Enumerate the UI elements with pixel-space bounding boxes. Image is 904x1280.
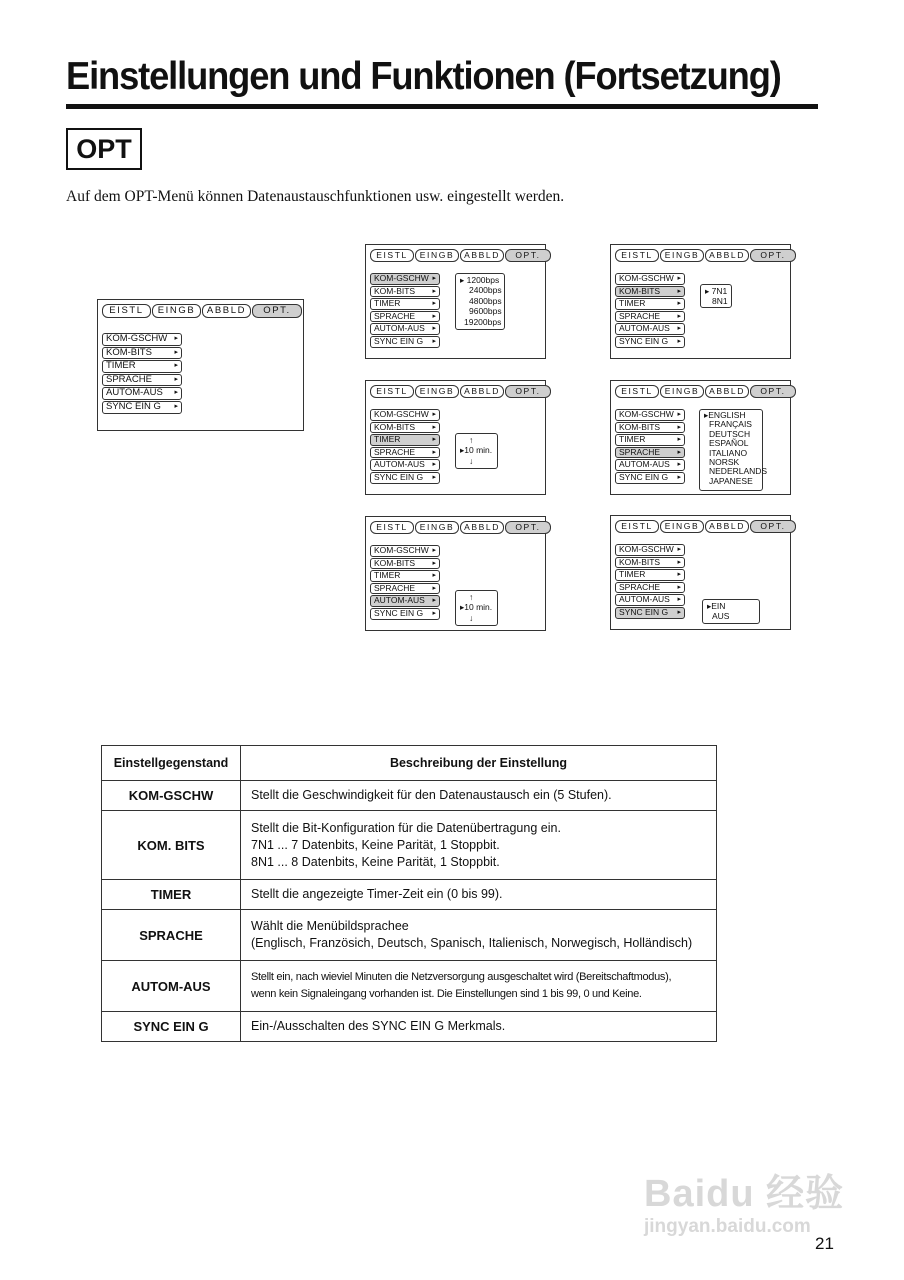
tab-eingb[interactable]: EINGB <box>415 249 459 262</box>
timer-stepper[interactable] <box>455 433 498 469</box>
title-rule <box>66 104 818 109</box>
tab-eingb[interactable]: EINGB <box>660 520 704 533</box>
arrow-right-icon: ▸ <box>677 558 681 566</box>
tab-abbld[interactable]: ABBLD <box>460 249 504 262</box>
menu-item-timer[interactable] <box>615 434 685 446</box>
option-deutsch[interactable]: DEUTSCH <box>709 428 751 439</box>
menu-item-label: AUTOM-AUS <box>374 459 425 470</box>
description-line: (Englisch, Französich, Deutsch, Spanisch, Italienisch, Norwegisch, Holländisch) <box>251 936 693 950</box>
table-row <box>102 961 717 1012</box>
arrow-right-icon: ▸ <box>677 337 681 345</box>
arrow-right-icon: ▸ <box>677 546 681 553</box>
menu-item-label: TIMER <box>374 298 401 309</box>
menu-item-label: KOM-GSCHW <box>106 333 168 344</box>
watermark-logo-text: Baidu 经验 <box>644 1173 845 1215</box>
menu-item-label: KOM-GSCHW <box>374 545 429 555</box>
menu-item-label: KOM-BITS <box>619 556 661 567</box>
option-japanese[interactable]: JAPANESE <box>709 475 753 486</box>
menu-item-sprache[interactable] <box>370 583 440 595</box>
menu-tabs <box>615 520 797 533</box>
menu-items <box>370 273 440 349</box>
row-item: SPRACHE <box>102 910 241 961</box>
arrow-right-icon: ▸ <box>677 436 681 444</box>
arrow-right-icon: ▸ <box>432 448 436 456</box>
arrow-right-icon: ▸ <box>677 325 681 333</box>
menu-item-sprache[interactable] <box>370 447 440 459</box>
arrow-right-icon: ▸ <box>174 348 178 356</box>
menu-item-kom-bits[interactable] <box>615 286 685 298</box>
table-row <box>102 880 717 910</box>
menu-tabs <box>102 304 303 318</box>
menu-item-label: SPRACHE <box>374 582 416 593</box>
menu-item-label: AUTOM-AUS <box>619 594 670 605</box>
arrow-right-icon: ▸ <box>677 411 681 418</box>
menu-item-label: KOM-BITS <box>619 421 661 432</box>
menu-item-label: SYNC EIN G <box>619 471 669 482</box>
menu-item-label: KOM-BITS <box>374 557 416 568</box>
description-line: Wählt die Menübildsprachee <box>251 919 409 933</box>
tab-abbld[interactable]: ABBLD <box>705 520 749 533</box>
description-line: Stellt die Bit-Konfiguration für die Datenübertragung ein. <box>251 820 561 835</box>
tab-eistl[interactable]: EISTL <box>615 385 659 398</box>
menu-item-autom-aus[interactable] <box>370 459 440 471</box>
option-9600bps[interactable]: 9600bps <box>469 306 502 317</box>
menu-item-autom-aus[interactable] <box>102 387 182 400</box>
description-line: Stellt ein, nach wieviel Minuten die Netzversorgung ausgeschaltet wird (Bereitschaftmodus), <box>251 971 672 983</box>
menu-items <box>615 409 685 485</box>
table-row <box>102 811 717 880</box>
tab-eingb[interactable]: EINGB <box>660 385 704 398</box>
arrow-right-icon: ▸ <box>432 609 436 617</box>
tab-abbld[interactable]: ABBLD <box>705 385 749 398</box>
menu-item-label: TIMER <box>619 434 646 445</box>
menu-item-sync-ein-g[interactable] <box>370 608 440 620</box>
menu-item-sprache[interactable] <box>102 374 182 387</box>
table-row <box>102 1012 717 1042</box>
menu-item-label: SPRACHE <box>619 446 661 457</box>
menu-item-label: SPRACHE <box>374 310 416 321</box>
menu-item-kom-bits[interactable] <box>370 286 440 298</box>
menu-item-label: TIMER <box>106 360 136 372</box>
menu-tabs <box>370 385 552 398</box>
menu-item-label: TIMER <box>619 298 646 309</box>
menu-item-label: KOM-GSCHW <box>619 409 674 419</box>
tab-eistl[interactable]: EISTL <box>102 304 151 318</box>
tab-opt[interactable]: OPT. <box>505 249 551 262</box>
menu-item-autom-aus[interactable] <box>615 323 685 335</box>
menu-item-kom-gschw[interactable] <box>615 544 685 556</box>
menu-item-sprache[interactable] <box>615 582 685 594</box>
row-item: SYNC EIN G <box>102 1012 241 1042</box>
row-item: KOM. BITS <box>102 811 241 880</box>
menu-item-label: SYNC EIN G <box>374 471 424 482</box>
menu-item-kom-gschw[interactable] <box>370 409 440 421</box>
menu-items <box>102 333 182 415</box>
arrow-right-icon: ▸ <box>677 473 681 481</box>
table-row <box>102 781 717 811</box>
arrow-right-icon: ▸ <box>677 448 681 456</box>
arrow-right-icon: ▸ <box>174 375 178 383</box>
arrow-right-icon: ▸ <box>677 596 681 604</box>
opt-menu-timer <box>365 380 546 495</box>
arrow-right-icon: ▸ <box>432 559 436 567</box>
page-title: Einstellungen und Funktionen (Fortsetzung) <box>66 55 781 98</box>
watermark-url: jingyan.baidu.com <box>644 1216 811 1237</box>
menu-item-label: SYNC EIN G <box>374 335 424 346</box>
settings-table <box>101 745 717 1042</box>
submenu-baud-rates[interactable] <box>455 273 505 330</box>
arrow-right-icon: ▸ <box>432 461 436 469</box>
menu-item-sync-ein-g[interactable] <box>102 401 182 414</box>
option-norsk[interactable]: NORSK <box>709 457 740 468</box>
menu-item-kom-gschw[interactable] <box>615 273 685 285</box>
tab-eistl[interactable]: EISTL <box>615 249 659 262</box>
menu-items <box>370 409 440 485</box>
menu-item-label: SPRACHE <box>619 310 661 321</box>
menu-items <box>615 544 685 620</box>
option-8n1[interactable]: 8N1 <box>712 296 728 307</box>
row-description <box>241 910 717 961</box>
arrow-right-icon: ▸ <box>677 608 681 616</box>
opt-menu-sync-ein-g <box>610 515 791 630</box>
menu-item-sprache[interactable] <box>615 447 685 459</box>
menu-items <box>615 273 685 349</box>
menu-item-label: AUTOM-AUS <box>619 459 670 470</box>
option-2400bps[interactable]: 2400bps <box>469 285 502 296</box>
baidu-watermark <box>640 1158 855 1243</box>
opt-menu-sprache <box>610 380 791 495</box>
tab-opt[interactable]: OPT. <box>505 521 551 534</box>
column-header-description: Beschreibung der Einstellung <box>241 746 717 781</box>
page-number: 21 <box>815 1234 834 1253</box>
menu-item-kom-gschw[interactable] <box>102 333 182 346</box>
menu-item-autom-aus[interactable] <box>615 459 685 471</box>
menu-item-sync-ein-g[interactable] <box>615 336 685 348</box>
option-aus[interactable]: AUS <box>712 611 730 622</box>
arrow-up-icon[interactable]: ↑ <box>469 435 474 445</box>
arrow-right-icon: ▸ <box>677 461 681 469</box>
row-description <box>241 961 717 1012</box>
menu-item-kom-bits[interactable] <box>615 557 685 569</box>
menu-item-timer[interactable] <box>102 360 182 373</box>
menu-item-kom-bits[interactable] <box>615 422 685 434</box>
option-english[interactable]: ▸ENGLISH <box>704 410 746 420</box>
arrow-right-icon: ▸ <box>432 312 436 320</box>
menu-item-sync-ein-g[interactable] <box>370 472 440 484</box>
menu-item-label: AUTOM-AUS <box>374 595 425 606</box>
menu-item-label: SYNC EIN G <box>619 335 669 346</box>
tab-eingb[interactable]: EINGB <box>415 521 459 534</box>
menu-tabs <box>370 521 552 534</box>
opt-menu-kom-gschw <box>365 244 546 359</box>
row-description <box>241 781 717 811</box>
menu-item-label: AUTOM-AUS <box>619 323 670 334</box>
submenu-sync-toggle[interactable] <box>702 599 760 624</box>
menu-item-label: KOM-GSCHW <box>619 273 674 283</box>
menu-item-label: SPRACHE <box>106 373 152 385</box>
description-line: Stellt die angezeigte Timer-Zeit ein (0 bis 99). <box>251 887 503 901</box>
option-ein[interactable]: ▸EIN <box>707 601 726 611</box>
section-label: OPT <box>66 128 142 170</box>
menu-item-label: AUTOM-AUS <box>106 387 163 399</box>
menu-item-label: KOM-GSCHW <box>374 273 429 283</box>
arrow-right-icon: ▸ <box>174 362 178 370</box>
arrow-right-icon: ▸ <box>174 335 178 342</box>
autom-aus-stepper[interactable] <box>455 590 498 626</box>
table-header-row <box>102 746 717 781</box>
row-item: AUTOM-AUS <box>102 961 241 1012</box>
option-19200bps[interactable]: 19200bps <box>464 316 502 327</box>
arrow-down-icon[interactable]: ↓ <box>469 455 474 466</box>
arrow-right-icon: ▸ <box>677 583 681 591</box>
arrow-right-icon: ▸ <box>432 411 436 418</box>
menu-item-timer[interactable] <box>615 298 685 310</box>
menu-item-label: SYNC EIN G <box>619 606 669 617</box>
arrow-right-icon: ▸ <box>677 300 681 308</box>
arrow-right-icon: ▸ <box>677 287 681 295</box>
menu-item-timer[interactable] <box>615 569 685 581</box>
arrow-right-icon: ▸ <box>432 337 436 345</box>
menu-item-label: KOM-BITS <box>374 421 416 432</box>
submenu-bit-config[interactable] <box>700 284 732 308</box>
menu-item-label: SYNC EIN G <box>374 607 424 618</box>
menu-tabs <box>370 249 552 262</box>
arrow-right-icon: ▸ <box>432 584 436 592</box>
tab-eingb[interactable]: EINGB <box>152 304 201 318</box>
menu-item-label: TIMER <box>374 570 401 581</box>
menu-item-label: AUTOM-AUS <box>374 323 425 334</box>
menu-item-kom-bits[interactable] <box>370 558 440 570</box>
menu-item-sprache[interactable] <box>615 311 685 323</box>
menu-items <box>370 545 440 621</box>
menu-item-label: KOM-BITS <box>106 346 152 358</box>
tab-opt[interactable]: OPT. <box>750 385 796 398</box>
description-line: 7N1 ... 7 Datenbits, Keine Parität, 1 Stoppbit. <box>251 837 500 852</box>
menu-item-label: KOM-GSCHW <box>619 544 674 554</box>
tab-eistl[interactable]: EISTL <box>370 249 414 262</box>
autom-aus-value: ▸10 min. <box>460 602 493 613</box>
tab-eistl[interactable]: EISTL <box>370 385 414 398</box>
tab-eingb[interactable]: EINGB <box>660 249 704 262</box>
intro-text: Auf dem OPT-Menü können Datenaustauschfunktionen usw. eingestellt werden. <box>66 188 565 205</box>
submenu-languages[interactable] <box>699 409 768 491</box>
arrow-right-icon: ▸ <box>432 547 436 554</box>
menu-item-label: SPRACHE <box>619 581 661 592</box>
table-row <box>102 910 717 961</box>
row-description <box>241 880 717 910</box>
arrow-right-icon: ▸ <box>677 312 681 320</box>
menu-item-autom-aus[interactable] <box>615 594 685 606</box>
description-line: Stellt die Geschwindigkeit für den Datenaustausch ein (5 Stufen). <box>251 788 612 802</box>
menu-item-autom-aus[interactable] <box>370 595 440 607</box>
menu-item-kom-gschw[interactable] <box>370 273 440 285</box>
menu-item-sprache[interactable] <box>370 311 440 323</box>
arrow-right-icon: ▸ <box>677 275 681 282</box>
menu-item-label: KOM-BITS <box>374 285 416 296</box>
arrow-right-icon: ▸ <box>432 473 436 481</box>
row-item: KOM-GSCHW <box>102 781 241 811</box>
opt-menu-autom-aus <box>365 516 546 631</box>
column-header-item: Einstellgegenstand <box>102 746 241 781</box>
opt-menu-main <box>97 299 304 431</box>
menu-item-label: SYNC EIN G <box>106 400 161 412</box>
arrow-right-icon: ▸ <box>432 572 436 580</box>
timer-value: ▸10 min. <box>460 445 493 456</box>
menu-item-kom-bits[interactable] <box>370 422 440 434</box>
menu-item-autom-aus[interactable] <box>370 323 440 335</box>
menu-item-label: KOM-GSCHW <box>374 409 429 419</box>
menu-item-timer[interactable] <box>370 570 440 582</box>
menu-item-sync-ein-g[interactable] <box>370 336 440 348</box>
menu-item-timer[interactable] <box>370 434 440 446</box>
description-line: wenn kein Signaleingang vorhanden ist. Die Einstellungen sind 1 bis 99, 0 und Keine. <box>251 988 642 1000</box>
menu-item-timer[interactable] <box>370 298 440 310</box>
arrow-right-icon: ▸ <box>677 423 681 431</box>
tab-abbld[interactable]: ABBLD <box>460 385 504 398</box>
menu-item-kom-gschw[interactable] <box>370 545 440 557</box>
arrow-right-icon: ▸ <box>432 275 436 282</box>
menu-item-kom-bits[interactable] <box>102 347 182 360</box>
option-4800bps[interactable]: 4800bps <box>469 295 502 306</box>
arrow-right-icon: ▸ <box>432 287 436 295</box>
tab-eingb[interactable]: EINGB <box>415 385 459 398</box>
menu-item-kom-gschw[interactable] <box>615 409 685 421</box>
menu-item-label: TIMER <box>374 434 401 445</box>
menu-item-label: TIMER <box>619 569 646 580</box>
menu-item-sync-ein-g[interactable] <box>615 472 685 484</box>
menu-item-label: KOM-BITS <box>619 285 661 296</box>
tab-abbld[interactable]: ABBLD <box>460 521 504 534</box>
opt-menu-kom-bits <box>610 244 791 359</box>
description-line: Ein-/Ausschalten des SYNC EIN G Merkmals. <box>251 1019 506 1033</box>
arrow-down-icon[interactable]: ↓ <box>469 612 474 623</box>
row-description <box>241 1012 717 1042</box>
arrow-up-icon[interactable]: ↑ <box>469 592 474 602</box>
menu-item-label: SPRACHE <box>374 446 416 457</box>
arrow-right-icon: ▸ <box>174 389 178 397</box>
option-1200bps[interactable]: ▸ 1200bps <box>460 275 500 285</box>
tab-opt[interactable]: OPT. <box>505 385 551 398</box>
option-nederlands[interactable]: NEDERLANDS <box>709 466 768 477</box>
option-espanol[interactable]: ESPAÑOL <box>709 438 749 449</box>
arrow-right-icon: ▸ <box>677 571 681 579</box>
arrow-right-icon: ▸ <box>432 436 436 444</box>
tab-opt[interactable]: OPT. <box>750 520 796 533</box>
tab-opt[interactable]: OPT. <box>252 304 302 318</box>
arrow-right-icon: ▸ <box>432 423 436 431</box>
arrow-right-icon: ▸ <box>432 325 436 333</box>
description-line: 8N1 ... 8 Datenbits, Keine Parität, 1 Stoppbit. <box>251 854 500 869</box>
tab-abbld[interactable]: ABBLD <box>705 249 749 262</box>
menu-item-sync-ein-g[interactable] <box>615 607 685 619</box>
tab-abbld[interactable]: ABBLD <box>202 304 251 318</box>
arrow-right-icon: ▸ <box>432 300 436 308</box>
menu-tabs <box>615 385 797 398</box>
menu-tabs <box>615 249 797 262</box>
row-item: TIMER <box>102 880 241 910</box>
arrow-right-icon: ▸ <box>432 597 436 605</box>
option-7n1[interactable]: ▸ 7N1 <box>705 286 728 296</box>
tab-eistl[interactable]: EISTL <box>615 520 659 533</box>
arrow-right-icon: ▸ <box>174 402 178 410</box>
row-description <box>241 811 717 880</box>
tab-opt[interactable]: OPT. <box>750 249 796 262</box>
tab-eistl[interactable]: EISTL <box>370 521 414 534</box>
option-italiano[interactable]: ITALIANO <box>709 447 748 458</box>
option-francais[interactable]: FRANÇAIS <box>709 419 752 430</box>
